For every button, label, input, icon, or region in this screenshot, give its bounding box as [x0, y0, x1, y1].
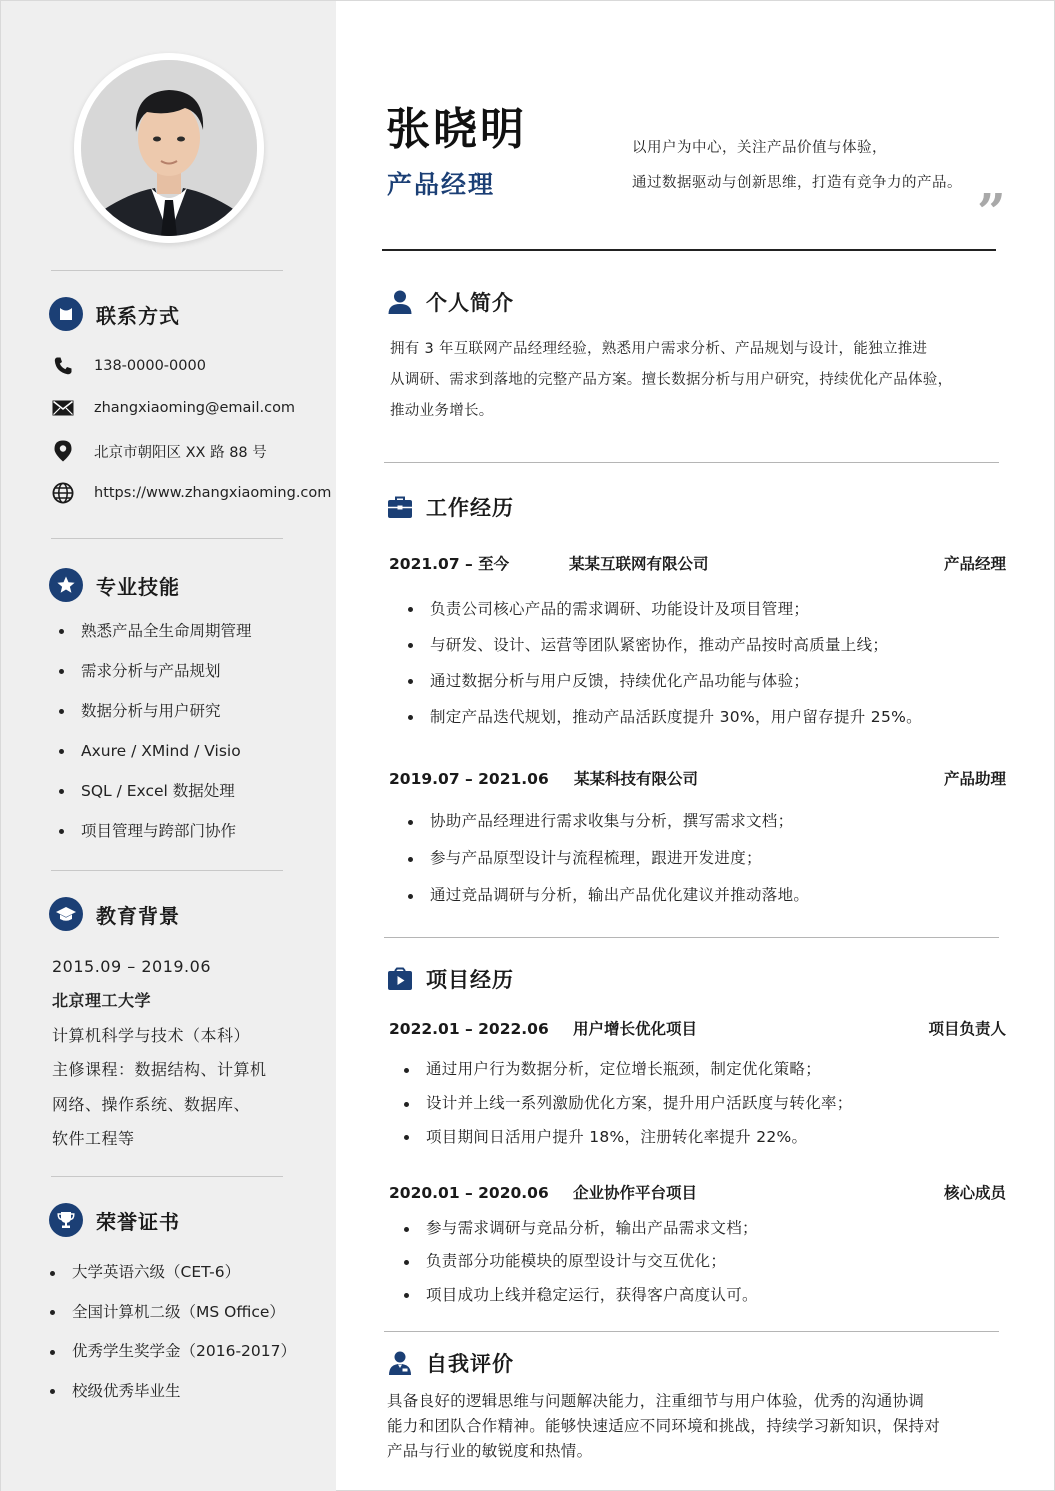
- list-item: 通过数据分析与用户反馈，持续优化产品功能与体验；: [406, 663, 922, 699]
- divider: [384, 1331, 999, 1332]
- job-role: 产品助理: [943, 770, 1006, 788]
- phone-number[interactable]: 138-0000-0000: [94, 358, 206, 374]
- education-block: [52, 950, 302, 1156]
- star-icon: [49, 568, 83, 602]
- divider: [384, 462, 999, 463]
- list-item: 优秀学生奖学金（2016-2017）: [47, 1332, 296, 1372]
- address-text: 北京市朝阳区 XX 路 88 号: [94, 444, 267, 461]
- job-entry-header: [389, 552, 1006, 576]
- project-name: 企业协作平台项目: [573, 1184, 698, 1202]
- list-item: 参与需求调研与竞品分析，输出产品需求文档；: [402, 1212, 758, 1245]
- contact-card-icon: [49, 297, 83, 331]
- contact-website: [51, 480, 331, 506]
- profile-heading: [386, 286, 514, 318]
- project-role: 核心成员: [943, 1184, 1006, 1202]
- list-item: SQL / Excel 数据处理: [56, 771, 252, 811]
- sidebar: [1, 1, 336, 1491]
- section-title: 专业技能: [96, 574, 180, 599]
- list-item: 协助产品经理进行需求收集与分析，撰写需求文档；: [406, 803, 809, 840]
- section-title: 联系方式: [96, 303, 180, 328]
- list-item: 校级优秀毕业生: [47, 1372, 296, 1412]
- project-name: 用户增长优化项目: [573, 1020, 698, 1038]
- list-item: 熟悉产品全生命周期管理: [56, 611, 252, 651]
- education-period: 2015.09 – 2019.06: [52, 957, 211, 976]
- project-period: 2020.01 – 2020.06: [389, 1184, 549, 1202]
- skills-heading: [49, 567, 180, 603]
- list-item: 通过竞品调研与分析，输出产品优化建议并推动落地。: [406, 877, 809, 914]
- project-role: 项目负责人: [928, 1020, 1006, 1038]
- list-item: 负责部分功能模块的原型设计与交互优化；: [402, 1245, 758, 1278]
- list-item: 项目管理与跨部门协作: [56, 811, 252, 851]
- job-bullets: [406, 803, 809, 914]
- globe-icon: [51, 481, 75, 505]
- company-name: 某某互联网有限公司: [569, 555, 709, 573]
- honors-heading: [49, 1202, 180, 1238]
- contact-email: [51, 395, 295, 421]
- envelope-icon: [51, 396, 75, 420]
- self-eval-heading: [386, 1347, 514, 1379]
- section-title: 荣誉证书: [96, 1209, 180, 1234]
- self-eval-text: [387, 1389, 987, 1464]
- divider: [51, 538, 283, 539]
- avatar: [81, 60, 257, 236]
- text-line: 能力和团队合作精神。能够快速适应不同环境和挑战，持续学习新知识，保持对: [387, 1417, 941, 1435]
- contact-heading: [49, 296, 180, 332]
- job-title: 产品经理: [387, 170, 496, 199]
- person-badge-icon: [386, 1350, 413, 1377]
- list-item: 设计并上线一系列激励优化方案，提升用户活跃度与转化率；: [402, 1087, 853, 1121]
- avatar-frame: [74, 53, 264, 243]
- projects-heading: [386, 963, 514, 995]
- list-item: Axure / XMind / Visio: [56, 731, 252, 771]
- briefcase-icon: [386, 494, 413, 521]
- divider: [51, 870, 283, 871]
- graduation-cap-icon: [49, 897, 83, 931]
- work-heading: [386, 491, 514, 523]
- phone-icon: [51, 354, 75, 378]
- list-item: 大学英语六级（CET-6）: [47, 1253, 296, 1293]
- divider: [51, 1176, 283, 1177]
- trophy-icon: [49, 1203, 83, 1237]
- job-bullets: [406, 591, 922, 735]
- project-bullets: [402, 1212, 758, 1312]
- list-item: 数据分析与用户研究: [56, 691, 252, 731]
- person-name: 张晓明: [386, 104, 527, 155]
- list-item: 项目期间日活用户提升 18%，注册转化率提升 22%。: [402, 1121, 853, 1155]
- list-item: 参与产品原型设计与流程梳理，跟进开发进度；: [406, 840, 809, 877]
- email-link[interactable]: zhangxiaoming@email.com: [94, 400, 296, 416]
- header-divider: [382, 249, 996, 251]
- company-name: 某某科技有限公司: [574, 770, 699, 788]
- school-name: 北京理工大学: [52, 991, 152, 1011]
- section-title: 个人简介: [426, 291, 514, 315]
- courses-line: 软件工程等: [52, 1128, 135, 1148]
- list-item: 项目成功上线并稳定运行，获得客户高度认可。: [402, 1279, 758, 1312]
- education-heading: [49, 896, 180, 932]
- slogan-line: 以用户为中心，关注产品价值与体验，: [632, 140, 887, 156]
- job-role: 产品经理: [943, 555, 1006, 573]
- courses-line: 主修课程：数据结构、计算机: [52, 1060, 267, 1080]
- project-bullets: [402, 1053, 853, 1154]
- section-title: 项目经历: [426, 968, 514, 992]
- skills-list: [56, 611, 252, 851]
- job-period: 2019.07 – 2021.06: [389, 770, 549, 788]
- slogan-line: 通过数据驱动与创新思维，打造有竞争力的产品。: [632, 175, 962, 191]
- text-line: 拥有 3 年互联网产品经理经验，熟悉用户需求分析、产品规划与设计，能独立推进: [390, 341, 928, 357]
- section-title: 工作经历: [426, 496, 514, 520]
- list-item: 制定产品迭代规划，推动产品活跃度提升 30%，用户留存提升 25%。: [406, 699, 922, 735]
- contact-address: [51, 438, 267, 464]
- section-title: 自我评价: [426, 1352, 514, 1376]
- location-pin-icon: [51, 439, 75, 463]
- project-entry-header: [389, 1181, 1006, 1205]
- text-line: 推动业务增长。: [390, 403, 494, 419]
- text-line: 具备良好的逻辑思维与问题解决能力，注重细节与用户体验，优秀的沟通协调: [387, 1392, 925, 1410]
- job-entry-header: [389, 767, 1006, 791]
- major: 计算机科学与技术（本科）: [52, 1025, 251, 1045]
- text-line: 从调研、需求到落地的完整产品方案。擅长数据分析与用户研究，持续优化产品体验，: [390, 372, 953, 388]
- person-icon: [386, 289, 413, 316]
- quote-mark-icon: ”: [977, 182, 1006, 241]
- section-title: 教育背景: [96, 903, 180, 928]
- list-item: 与研发、设计、运营等团队紧密协作，推动产品按时高质量上线；: [406, 627, 922, 663]
- contact-phone: [51, 353, 206, 379]
- text-line: 产品与行业的敏锐度和热情。: [387, 1442, 593, 1460]
- project-folder-icon: [386, 966, 413, 993]
- list-item: 负责公司核心产品的需求调研、功能设计及项目管理；: [406, 591, 922, 627]
- list-item: 通过用户行为数据分析，定位增长瓶颈，制定优化策略；: [402, 1053, 853, 1087]
- courses-line: 网络、操作系统、数据库、: [52, 1094, 251, 1114]
- project-entry-header: [389, 1017, 1006, 1041]
- list-item: 需求分析与产品规划: [56, 651, 252, 691]
- honors-list: [47, 1253, 296, 1411]
- project-period: 2022.01 – 2022.06: [389, 1020, 549, 1038]
- divider: [384, 937, 999, 938]
- job-period: 2021.07 – 至今: [389, 555, 510, 573]
- divider: [51, 270, 283, 271]
- website-link[interactable]: https://www.zhangxiaoming.com: [94, 485, 332, 501]
- list-item: 全国计算机二级（MS Office）: [47, 1293, 296, 1333]
- profile-text: [390, 334, 990, 427]
